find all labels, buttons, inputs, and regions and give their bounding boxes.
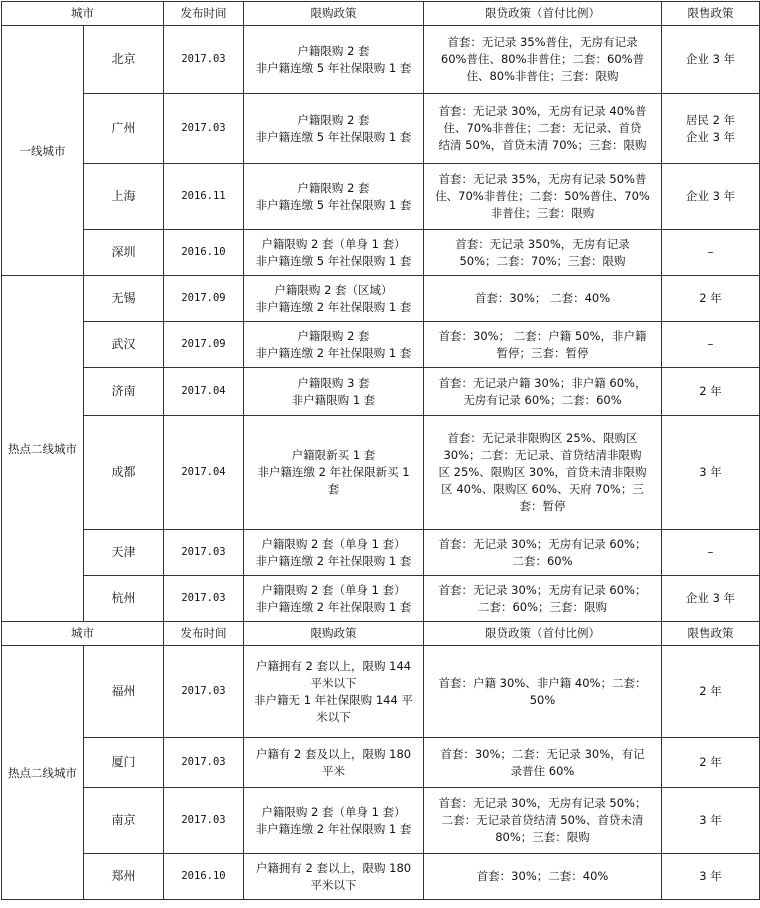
column-header-sale: 限售政策 [662,622,760,646]
city-name-cell: 武汉 [84,322,164,368]
purchase-policy-cell [244,322,424,368]
cell-line: 户籍拥有 2 套以上，限购 180 [255,860,412,875]
purchase-policy-cell [244,164,424,230]
cell-line: 60%普住、80%非普住；二套：60%普 [440,52,645,66]
cell-line: – [707,245,714,259]
column-header-city: 城市 [2,622,164,646]
cell-line: 住、70%非普住；二套：无记录、首贷 [443,121,642,135]
cell-line: 结清 50%，首贷未清 70%；三套：限购 [438,138,647,152]
purchase-policy-cell [244,646,424,738]
cell-line: 非户籍连缴 2 年社保限新买 1 [257,465,410,479]
loan-policy-cell [424,322,662,368]
cell-line: 2 年 [699,384,722,398]
sale-policy-cell [662,368,760,416]
cell-line: 首套：30%；二套：无记录 30%，有记 [440,746,645,761]
city-name-cell: 济南 [84,368,164,416]
purchase-policy-cell [244,416,424,530]
cell-line: 50%；二套：70%；三套：限购 [459,253,626,268]
cell-line: 2 年 [699,684,722,698]
table-row [2,416,760,530]
cell-line: 套：暂停 [519,499,566,513]
cell-line: 非户籍连缴 2 年社保限购 1 套 [255,553,412,568]
cell-line: 非户籍连缴 2 年社保限购 1 套 [255,299,412,314]
column-header-sale: 限售政策 [662,2,760,26]
release-date-cell: 2017.03 [164,26,244,94]
purchase-policy-cell [244,576,424,622]
cell-line: 区 25%、限购区 30%，首贷未清非限购 [438,465,647,479]
city-name-cell: 深圳 [84,230,164,276]
cell-line: 首套：无记录户籍 30%；非户籍 60%， [438,375,647,390]
purchase-policy-cell [244,94,424,164]
cell-line: 首套：30%； 二套：户籍 50%，非户籍 [438,328,647,343]
cell-line: 非户籍连缴 2 年社保限购 1 套 [255,345,412,360]
loan-policy-cell [424,26,662,94]
cell-line: 2 年 [699,291,722,305]
cell-line: 二套：无记录首贷结清 50%、首贷未清 [441,813,644,827]
column-header-loan: 限贷政策（首付比例） [424,622,662,646]
cell-line: 平米 [322,763,345,778]
table-row [2,646,760,738]
cell-line: 非户籍连缴 5 年社保限购 1 套 [255,197,412,212]
cell-line: 暂停；三套：暂停 [496,345,589,360]
table-row [2,530,760,576]
loan-policy-cell [424,530,662,576]
loan-policy-cell [424,276,662,322]
column-header-date: 发布时间 [164,622,244,646]
table-row [2,854,760,900]
city-name-cell: 南京 [84,788,164,854]
table-row [2,164,760,230]
city-name-cell: 郑州 [84,854,164,900]
release-date-cell: 2016.11 [164,164,244,230]
cell-line: 户籍限购 3 套 [297,375,370,390]
cell-line: 首套：无记录非限购区 25%、限购区 [447,431,638,445]
sale-policy-cell [662,164,760,230]
release-date-cell: 2017.03 [164,576,244,622]
cell-line: 企业 3 年 [685,129,736,144]
city-group-cell: 热点二线城市 [2,646,84,900]
sale-policy-cell [662,230,760,276]
cell-line: 50% [529,692,556,707]
sale-policy-cell [662,26,760,94]
sale-policy-cell [662,416,760,530]
purchase-policy-cell [244,738,424,788]
loan-policy-cell [424,738,662,788]
cell-line: 平米以下 [310,877,357,892]
release-date-cell: 2016.10 [164,854,244,900]
city-name-cell: 广州 [84,94,164,164]
cell-line: 户籍限购 2 套 [297,328,370,343]
sale-policy-cell [662,276,760,322]
cell-line: 平米以下 [310,675,357,690]
cell-line: 首套：无记录 30%；无房有记录 60%； [438,582,647,597]
city-name-cell: 厦门 [84,738,164,788]
cell-line: 3 年 [699,465,722,479]
release-date-cell: 2017.03 [164,530,244,576]
table-body [2,2,760,900]
sale-policy-cell [662,854,760,900]
column-header-purchase: 限购政策 [244,2,424,26]
release-date-cell: 2017.03 [164,738,244,788]
loan-policy-cell [424,646,662,738]
cell-line: 非户籍连缴 5 年社保限购 1 套 [255,253,412,268]
cell-line: 非户籍限购 1 套 [291,392,376,407]
cell-line: 首套：无记录 30%；无房有记录 60%； [438,536,647,551]
city-name-cell: 成都 [84,416,164,530]
cell-line: 首套：无记录 30%，无房有记录 50%； [438,796,647,810]
loan-policy-cell [424,416,662,530]
city-name-cell: 无锡 [84,276,164,322]
cell-line: 户籍限购 2 套（单身 1 套） [261,804,406,819]
table-row [2,322,760,368]
release-date-cell: 2017.03 [164,788,244,854]
purchase-policy-cell [244,230,424,276]
cell-line: 户籍限购 2 套（区域） [274,282,393,297]
cell-line: 首套：30%；二套：40% [476,869,609,883]
purchase-policy-cell [244,530,424,576]
cell-line: 户籍限购 2 套 [297,180,370,195]
purchase-policy-cell [244,26,424,94]
sale-policy-cell [662,738,760,788]
city-name-cell: 天津 [84,530,164,576]
cell-line: 非户籍无 1 年社保限购 144 平 [254,692,413,707]
sale-policy-cell [662,530,760,576]
cell-line: 2 年 [699,755,722,769]
table-row [2,230,760,276]
purchase-policy-cell [244,276,424,322]
table-row [2,94,760,164]
cell-line: 首套：30%； 二套：40% [474,291,611,305]
cell-line: 30%；二套：无记录、首贷结清非限购 [443,448,642,462]
cell-line: 企业 3 年 [685,591,736,605]
loan-policy-cell [424,576,662,622]
cell-line: 户籍有 2 套及以上，限购 180 [255,746,412,761]
cell-line: 居民 2 年 [685,112,736,127]
release-date-cell: 2017.04 [164,416,244,530]
cell-line: 户籍限购 2 套（单身 1 套） [261,236,406,251]
table-row [2,368,760,416]
sale-policy-cell [662,94,760,164]
cell-line: 企业 3 年 [685,189,736,203]
loan-policy-cell [424,94,662,164]
cell-line: 首套：无记录 30%，无房有记录 40%普 [438,104,647,118]
city-name-cell: 北京 [84,26,164,94]
cell-line: 非户籍连缴 5 年社保限购 1 套 [255,60,412,75]
sale-policy-cell [662,322,760,368]
header-row [2,622,760,646]
cell-line: 二套：60% [512,553,573,568]
loan-policy-cell [424,854,662,900]
cell-line: 户籍限购 2 套（单身 1 套） [261,582,406,597]
cell-line: – [707,545,714,559]
cell-line: 户籍限购 2 套 [297,112,370,127]
sale-policy-cell [662,576,760,622]
loan-policy-cell [424,368,662,416]
release-date-cell: 2017.04 [164,368,244,416]
cell-line: 非户籍连缴 5 年社保限购 1 套 [255,129,412,144]
column-header-loan: 限贷政策（首付比例） [424,2,662,26]
release-date-cell: 2017.03 [164,94,244,164]
table-row [2,276,760,322]
sale-policy-cell [662,788,760,854]
column-header-date: 发布时间 [164,2,244,26]
cell-line: 套 [327,482,340,496]
loan-policy-cell [424,164,662,230]
city-name-cell: 上海 [84,164,164,230]
city-name-cell: 福州 [84,646,164,738]
cell-line: 户籍限购 2 套（单身 1 套） [261,536,406,551]
cell-line: 录普住 60% [510,763,575,778]
cell-line: 区 40%、限购区 60%、天府 70%；三 [441,482,644,496]
cell-line: 住、80%非普住；三套：限购 [466,69,619,83]
cell-line: 米以下 [316,709,351,724]
purchase-policy-cell [244,368,424,416]
cell-line: 首套：无记录 35%，无房有记录 50%普 [438,172,647,186]
cell-line: 首套：无记录 35%普住，无房有记录 [447,35,638,49]
table-row [2,576,760,622]
cell-line: 户籍拥有 2 套以上，限购 144 [255,658,412,673]
release-date-cell: 2016.10 [164,230,244,276]
city-group-cell: 一线城市 [2,26,84,276]
cell-line: 80%；三套：限购 [495,830,590,844]
release-date-cell: 2017.09 [164,276,244,322]
cell-line: 首套：无记录 350%，无房有记录 [455,236,630,251]
city-name-cell: 杭州 [84,576,164,622]
cell-line: 非普住；三套：限购 [490,206,595,220]
cell-line: 住、70%非普住；二套：50%普住、70% [435,189,650,203]
cell-line: 二套：60%；三套：限购 [477,599,608,614]
cell-line: 首套：户籍 30%、非户籍 40%；二套： [438,675,647,690]
sale-policy-cell [662,646,760,738]
cell-line: 无房有记录 60%；二套：60% [463,392,622,407]
city-group-cell: 热点二线城市 [2,276,84,622]
table-row [2,788,760,854]
cell-line: 3 年 [699,869,722,883]
purchase-policy-cell [244,854,424,900]
cell-line: – [707,337,714,351]
purchase-policy-cell [244,788,424,854]
table-row [2,738,760,788]
cell-line: 3 年 [699,813,722,827]
cell-line: 户籍限购 2 套 [297,43,370,58]
loan-policy-cell [424,230,662,276]
release-date-cell: 2017.09 [164,322,244,368]
column-header-purchase: 限购政策 [244,622,424,646]
header-row [2,2,760,26]
column-header-city: 城市 [2,2,164,26]
policy-table [1,1,760,900]
release-date-cell: 2017.03 [164,646,244,738]
cell-line: 非户籍连缴 2 年社保限购 1 套 [255,599,412,614]
table-row [2,26,760,94]
cell-line: 非户籍连缴 2 年社保限购 1 套 [255,821,412,836]
cell-line: 企业 3 年 [685,52,736,66]
loan-policy-cell [424,788,662,854]
cell-line: 户籍限新买 1 套 [291,448,376,462]
